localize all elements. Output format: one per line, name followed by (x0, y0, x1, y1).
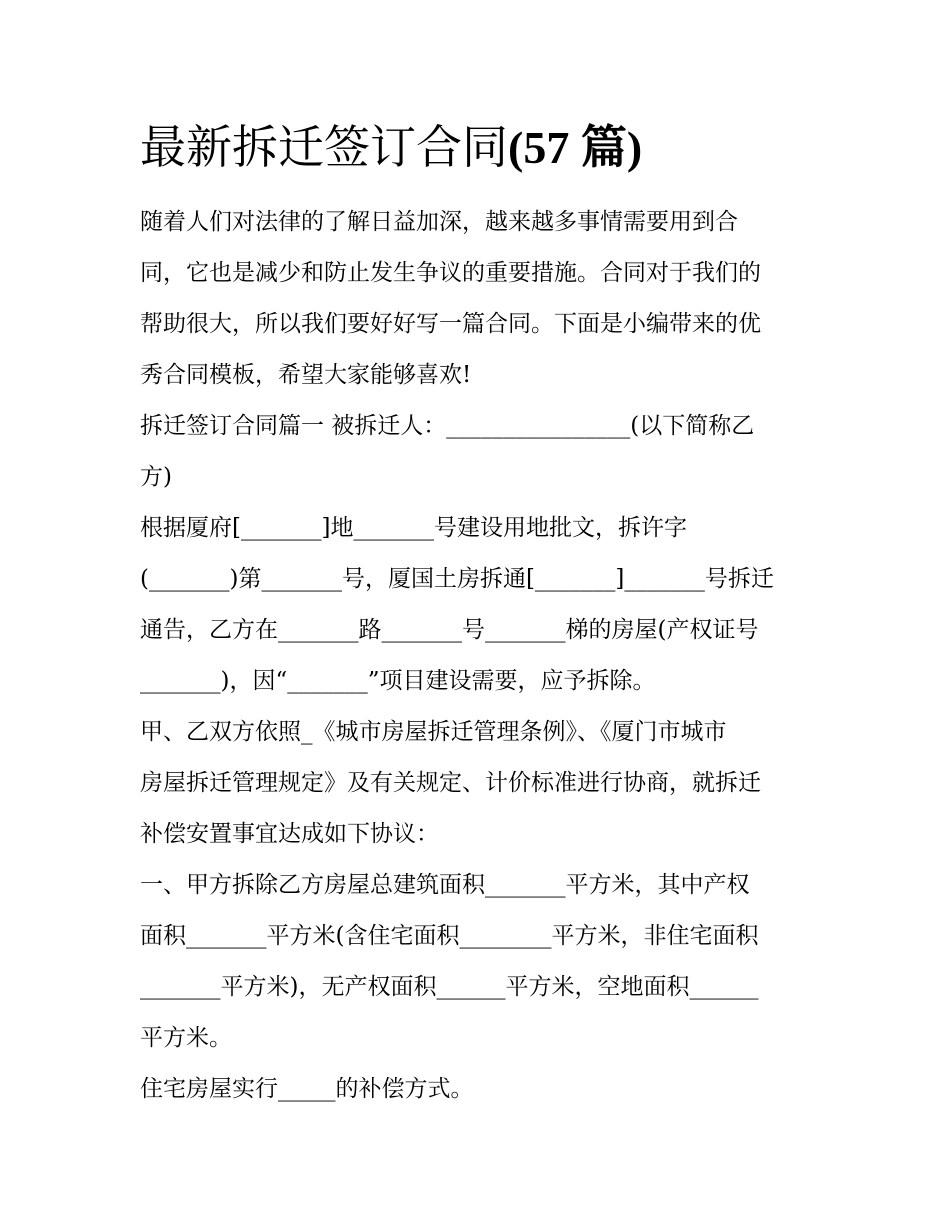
body-line: 根据厦府[_______]地_______号建设用地批文，拆许字 (140, 515, 687, 541)
document-body (140, 197, 820, 1115)
body-line: _______平方米)，无产权面积______平方米，空地面积______ (140, 974, 759, 1000)
body-line: 秀合同模板，希望大家能够喜欢! (140, 362, 472, 388)
body-line: 补偿安置事宜达成如下协议： (140, 821, 439, 847)
title-main-text: 最新拆迁签订合同 (140, 120, 508, 174)
title-count-text: (57 篇) (508, 122, 643, 173)
body-line: 房屋拆迁管理规定》及有关规定、计价标准进行协商，就拆迁 (140, 770, 761, 796)
body-line: (_______)第_______号，厦国土房拆通[_______]_______号拆迁 (140, 566, 774, 592)
body-line: 帮助很大，所以我们要好好写一篇合同。下面是小编带来的优 (140, 311, 761, 337)
body-line: 一、甲方拆除乙方房屋总建筑面积_______平方米，其中产权 (140, 872, 750, 898)
body-line: _______)，因“_______”项目建设需要，应予拆除。 (140, 668, 656, 694)
body-line: 拆迁签订合同篇一 被拆迁人：________________(以下简称乙 (140, 413, 755, 439)
body-line: 甲、乙双方依照_《城市房屋拆迁管理条例》、《厦门市城市 (140, 719, 727, 745)
body-line: 方) (140, 464, 172, 490)
body-line: 随着人们对法律的了解日益加深，越来越多事情需要用到合 (140, 209, 738, 235)
body-line: 面积_______平方米(含住宅面积________平方米，非住宅面积 (140, 923, 759, 949)
body-line: 同，它也是减少和防止发生争议的重要措施。合同对于我们的 (140, 260, 761, 286)
body-line: 住宅房屋实行_____的补偿方式。 (140, 1076, 474, 1102)
document-title (140, 112, 642, 183)
body-line: 通告，乙方在_______路_______号_______梯的房屋(产权证号 (140, 617, 759, 643)
body-line: 平方米。 (140, 1025, 232, 1051)
